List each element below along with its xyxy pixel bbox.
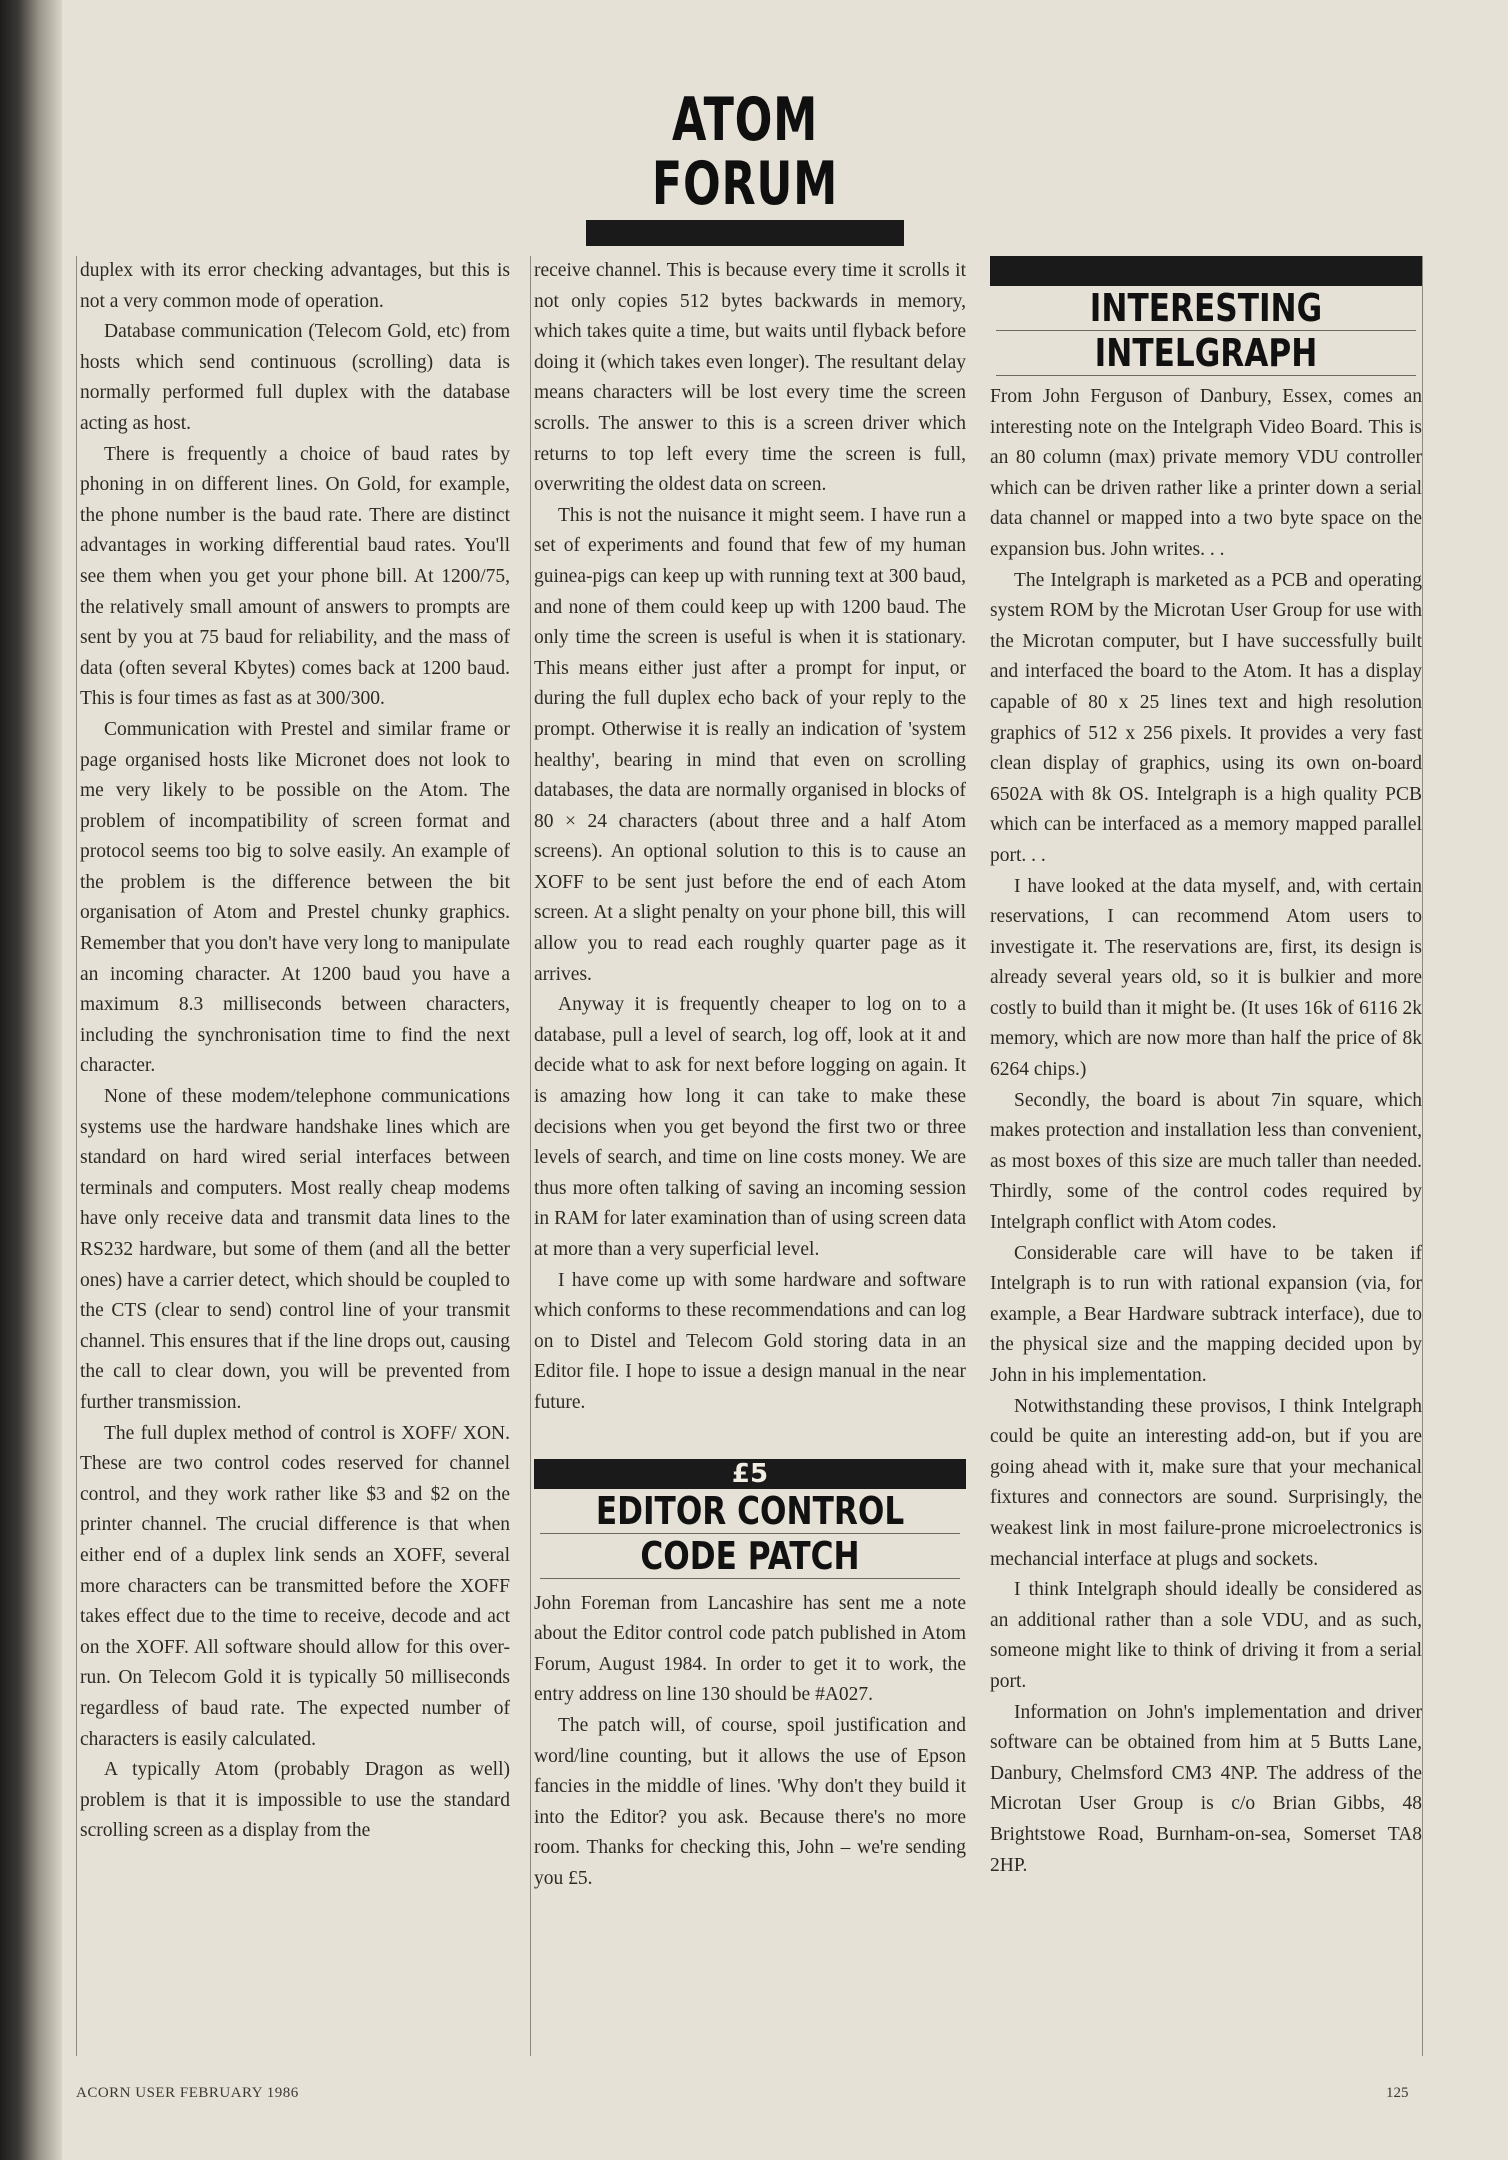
paragraph: Information on John's implementation and driver software can be obtained from him at 5 Butts Lane, Danbury, Chelmsford CM3 4NP. The address of the Microtan User Group is c/o Brian Gibbs, 48 Brightstowe Road, Burnham-on-sea, Somerset TA8 2HP.: [990, 1701, 1422, 1876]
prize-badge: £5: [534, 1459, 966, 1489]
column-3: [990, 256, 1423, 2056]
paragraph: There is frequently a choice of baud rates by phoning in on different lines. On Gold, for example, the phone number is the baud rate. There are distinct advantages in working differential baud rates. You'll see them when you get your phone bill. At 1200/75, the relatively small amount of answers to prompts are sent by you at 75 baud for reliability, and the mass of data (often several Kbytes) comes back at 1200 baud. This is four times as fast as at 300/300.: [80, 443, 510, 710]
masthead: [586, 85, 904, 246]
paragraph: From John Ferguson of Danbury, Essex, comes an interesting note on the Intelgraph Video Board. This is an 80 column (max) private memory VDU controller which can be driven rather like a printer down a serial data channel or mapped into a two byte space on the expansion bus. John writes. . .: [990, 386, 1422, 560]
intelgraph-section-heading: [990, 256, 1422, 376]
section-title-line-2: INTELGRAPH: [1094, 331, 1318, 375]
paragraph: receive channel. This is because every time it scrolls it not only copies 512 bytes backwards in memory, which takes quite a time, but waits until flyback before doing it (which takes even longer). The resultant delay means characters will be lost every time the screen scrolls. The answer to this is a screen driver which returns to top left every time the screen is full, overwriting the oldest data on screen.: [534, 260, 966, 496]
heading-rule: [996, 375, 1416, 376]
column-2: [530, 256, 966, 2056]
paragraph: Secondly, the board is about 7in square, which makes protection and installation less than convenient, as most boxes of this size are much taller than needed. Thirdly, some of the control codes required by Intelgraph conflict with Atom codes.: [990, 1089, 1422, 1234]
paragraph: The patch will, of course, spoil justification and word/line counting, but it allows the use of Epson fancies in the middle of lines. 'Why don't they build it into the Editor? you ask. Because there's no more room. Thanks for checking this, John – we're sending you £5.: [534, 1714, 966, 1889]
footer-publication: ACORN USER FEBRUARY 1986: [76, 2085, 299, 2101]
paragraph: This is not the nuisance it might seem. I have run a set of experiments and found that few of my human guinea-pigs can keep up with running text at 300 baud, and none of them could keep up with 1200 baud. The only time the screen is useful is when it is stationary. This means either just after a prompt for input, or during the full duplex echo back of your reply to the prompt. Otherwise it is really an indication of 'system healthy', bearing in mind that even on scrolling databases, the data are normally organised in blocks of 80 × 24 characters (about three and a half Atom screens). An optional solution to this is to cause an XOFF to be sent just before the end of each Atom screen. At a slight penalty on your phone bill, this will allow you to read each roughly quarter page as it arrives.: [534, 504, 966, 985]
paragraph: Database communication (Telecom Gold, etc) from hosts which send continuous (scrolling) data is normally performed full duplex with the database acting as host.: [80, 321, 510, 434]
column-1: [76, 256, 510, 2056]
page-binding-shadow: [0, 0, 62, 2160]
paragraph: duplex with its error checking advantages, but this is not a very common mode of operation.: [80, 260, 510, 312]
paragraph: Anyway it is frequently cheaper to log on to a database, pull a level of search, log off, look at it and decide what to ask for next before logging on again. It is amazing how long it can take to make these decisions when you get beyond the first two or three levels of search, and time on line costs money. We are thus more often talking of saving an incoming session in RAM for later examination than of using screen data at more than a very superficial level.: [534, 994, 966, 1260]
paragraph: I have looked at the data myself, and, with certain reservations, I can recommend Atom users to investigate it. The reservations are, first, its design is already several years old, so it is bulkier and more costly to build than it might be. (It uses 16k of 6116 2k memory, which are now more than half the price of 8k 6264 chips.): [990, 875, 1422, 1081]
masthead-bar: [586, 220, 904, 246]
paragraph: Communication with Prestel and similar frame or page organised hosts like Micronet does not look to me very likely to be possible on the Atom. The problem of incompatibility of screen format and protocol seems too big to solve easily. An example of the problem is the difference between the bit organisation of Atom and Prestel chunky graphics. Remember that you don't have very long to manipulate an incoming character. At 1200 baud you have a maximum 8.3 milliseconds between characters, including the synchronisation time to find the next character.: [80, 718, 510, 1077]
paragraph: I think Intelgraph should ideally be considered as an additional rather than a sole VDU, and as such, someone might like to think of driving it from a serial port.: [990, 1579, 1422, 1692]
paragraph: Considerable care will have to be taken if Intelgraph is to run with rational expansion (via, for example, a Bear Hardware subtrack interface), due to the physical size and the mapping decided upon by John in his implementation.: [990, 1242, 1422, 1386]
paragraph: Notwithstanding these provisos, I think Intelgraph could be quite an interesting add-on, but if you are going ahead with it, make sure that your mechanical fixtures and connectors are sound. Surprisingly, the weakest link in most failure-prone microelectronics is mechancial interface at plugs and sockets.: [990, 1395, 1422, 1570]
paragraph: The Intelgraph is marketed as a PCB and operating system ROM by the Microtan User Group for use with the Microtan computer, but I have successfully built and interfaced the board to the Atom. It has a display capable of 80 x 25 lines text and high resolution graphics of 512 x 256 pixels. It provides a very fast clean display of graphics, using its own on-board 6502A with 8k OS. Intelgraph is a high quality PCB which can be interfaced as a memory mapped parallel port. . .: [990, 569, 1422, 866]
paragraph: The full duplex method of control is XOFF/ XON. These are two control codes reserved for channel control, and they work rather like $3 and $2 on the printer channel. The crucial difference is that when either end of a duplex link sends an XOFF, several more characters can be transmitted before the XOFF takes effect due to the time to receive, decode and act on the XOFF. All software should allow for this over-run. On Telecom Gold it is typically 50 milliseconds regardless of baud rate. The expected number of characters is easily calculated.: [80, 1422, 510, 1750]
section-title-line-1: EDITOR CONTROL: [595, 1488, 905, 1533]
section-title-line-2: CODE PATCH: [640, 1533, 860, 1578]
paragraph: A typically Atom (probably Dragon as well) problem is that it is impossible to use the standard scrolling screen as a display from the: [80, 1759, 510, 1842]
heading-bar: [990, 256, 1422, 286]
heading-rule: [540, 1578, 960, 1579]
section-title-line-1: INTERESTING: [1089, 286, 1323, 330]
paragraph: I have come up with some hardware and software which conforms to these recommendations and can log on to Distel and Telecom Gold storing data in an Editor file. I hope to issue a design manual in the near future.: [534, 1269, 966, 1413]
editor-section-heading: [534, 1459, 966, 1579]
page-title: ATOM FORUM: [651, 85, 839, 219]
paragraph: None of these modem/telephone communications systems use the hardware handshake lines which are standard on hard wired serial interfaces between terminals and computers. Most really cheap modems have only receive data and transmit data lines to the RS232 hardware, but some of them (and all the better ones) have a carrier detect, which should be coupled to the CTS (clear to send) control line of your transmit channel. This ensures that if the line drops out, causing the call to clear down, you will be prevented from further transmission.: [80, 1086, 510, 1413]
paragraph: John Foreman from Lancashire has sent me a note about the Editor control code patch published in Atom Forum, August 1984. In order to get it to work, the entry address on line 130 should be #A027.: [534, 1592, 966, 1706]
footer-page-number: 125: [1386, 2085, 1409, 2101]
